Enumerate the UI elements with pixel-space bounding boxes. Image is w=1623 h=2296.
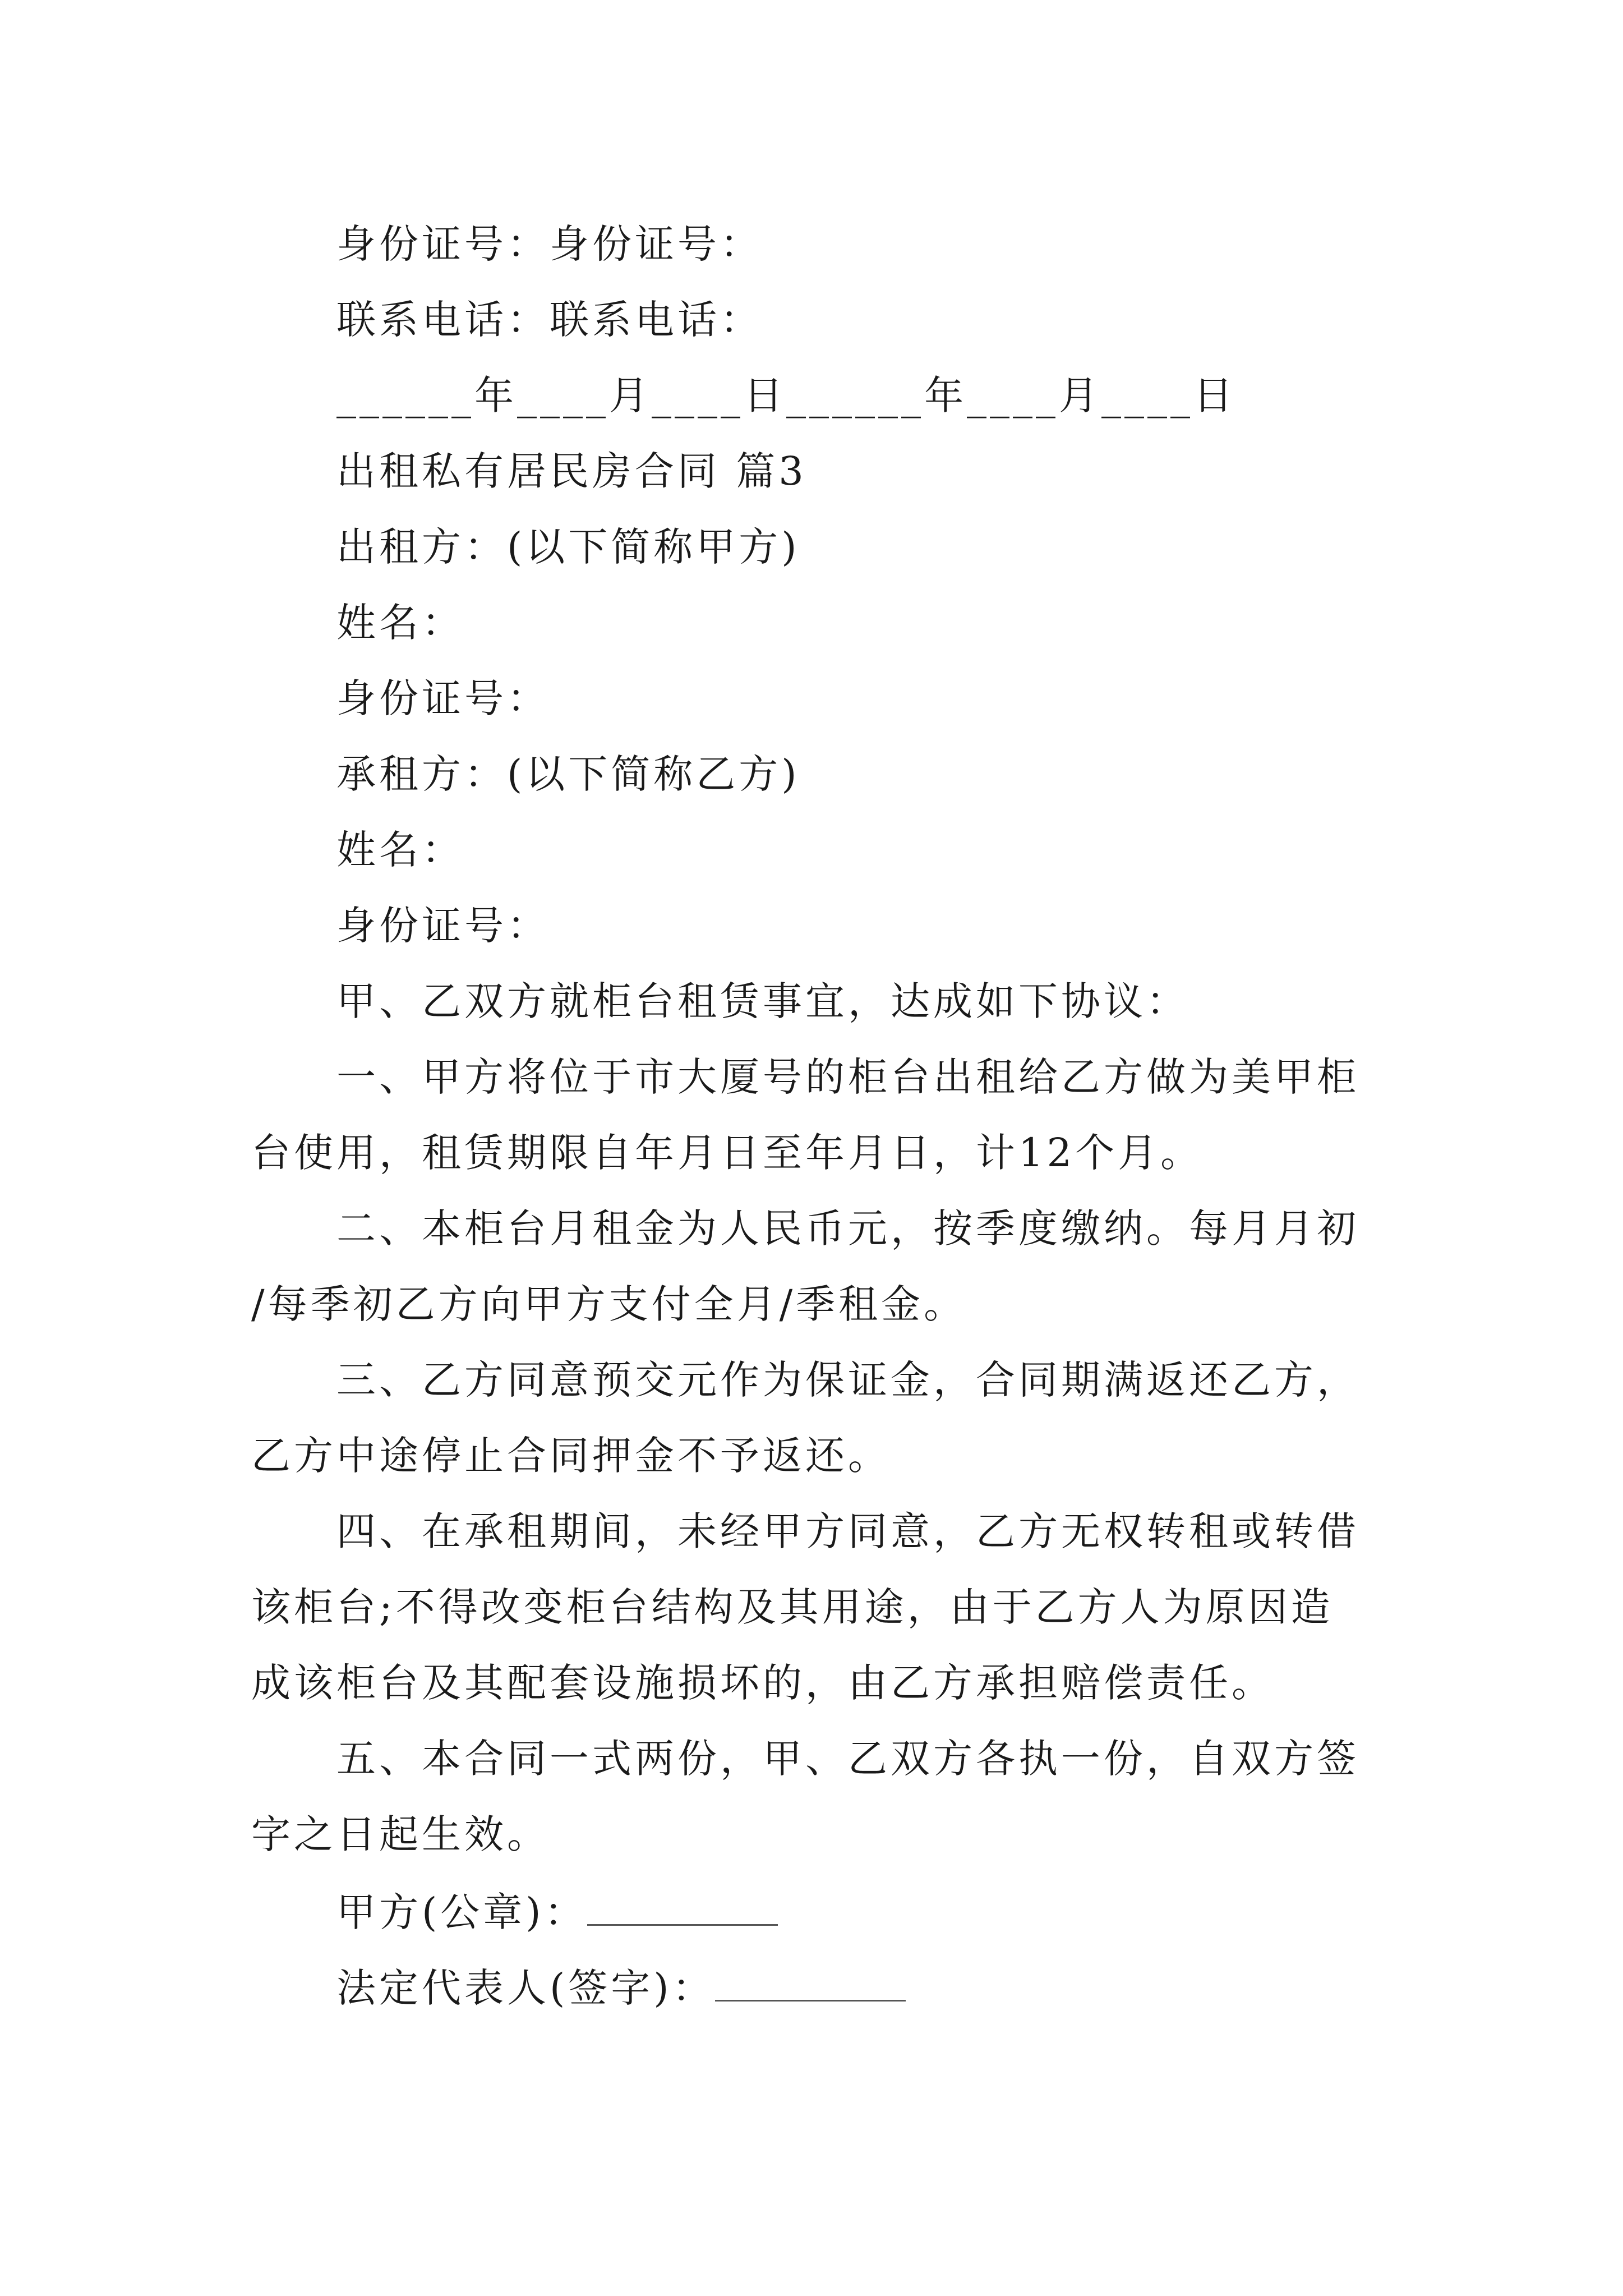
legal-rep-signature-blank	[715, 1966, 906, 2001]
clause-3-line-2: 乙方中途停止合同押金不予返还。	[251, 1433, 891, 1479]
lessee-id-field: 身份证号：	[336, 903, 550, 949]
legal-rep-signature-label: 法定代表人(签字)：	[336, 1965, 715, 2011]
lessee-name-field: 姓名：	[336, 827, 464, 873]
agreement-intro: 甲、乙双方就柜台租赁事宜，达成如下协议：	[336, 978, 1189, 1024]
clause-3-line-1: 三、乙方同意预交元作为保证金，合同期满返还乙方，	[336, 1357, 1359, 1403]
date-blanks-line: ______年____月____日______年____月____日	[336, 372, 1236, 418]
clause-5-line-2: 字之日起生效。	[251, 1811, 550, 1857]
clause-1-line-2: 台使用，租赁期限自年月日至年月日，计12个月。	[251, 1130, 1204, 1176]
lessee-label: 承租方：(以下简称乙方)	[336, 751, 800, 797]
clause-4-line-2: 该柜台;不得改变柜台结构及其用途，由于乙方人为原因造	[251, 1584, 1334, 1630]
clause-4-line-1: 四、在承租期间，未经甲方同意，乙方无权转租或转借	[336, 1508, 1359, 1554]
clause-2-line-2: /每季初乙方向甲方支付全月/季租金。	[251, 1281, 967, 1327]
party-a-seal-line	[336, 1889, 778, 1935]
party-a-seal-blank	[587, 1890, 778, 1926]
lessor-id-field: 身份证号：	[336, 675, 550, 721]
legal-rep-signature-line	[336, 1965, 906, 2011]
clause-5-line-1: 五、本合同一式两份，甲、乙双方各执一份，自双方签	[336, 1736, 1359, 1782]
clause-1-line-1: 一、甲方将位于市大厦号的柜台出租给乙方做为美甲柜	[336, 1054, 1359, 1100]
clause-2-line-1: 二、本柜台月租金为人民币元，按季度缴纳。每月月初	[336, 1205, 1359, 1251]
lessor-label: 出租方：(以下简称甲方)	[336, 524, 800, 570]
id-number-both-line: 身份证号：身份证号：	[336, 221, 763, 267]
contract-heading: 出租私有居民房合同 篇3	[336, 448, 807, 494]
lessor-name-field: 姓名：	[336, 600, 464, 646]
phone-both-line: 联系电话：联系电话：	[336, 297, 763, 343]
clause-4-line-3: 成该柜台及其配套设施损坏的，由乙方承担赔偿责任。	[251, 1660, 1274, 1706]
party-a-seal-label: 甲方(公章)：	[336, 1889, 587, 1935]
